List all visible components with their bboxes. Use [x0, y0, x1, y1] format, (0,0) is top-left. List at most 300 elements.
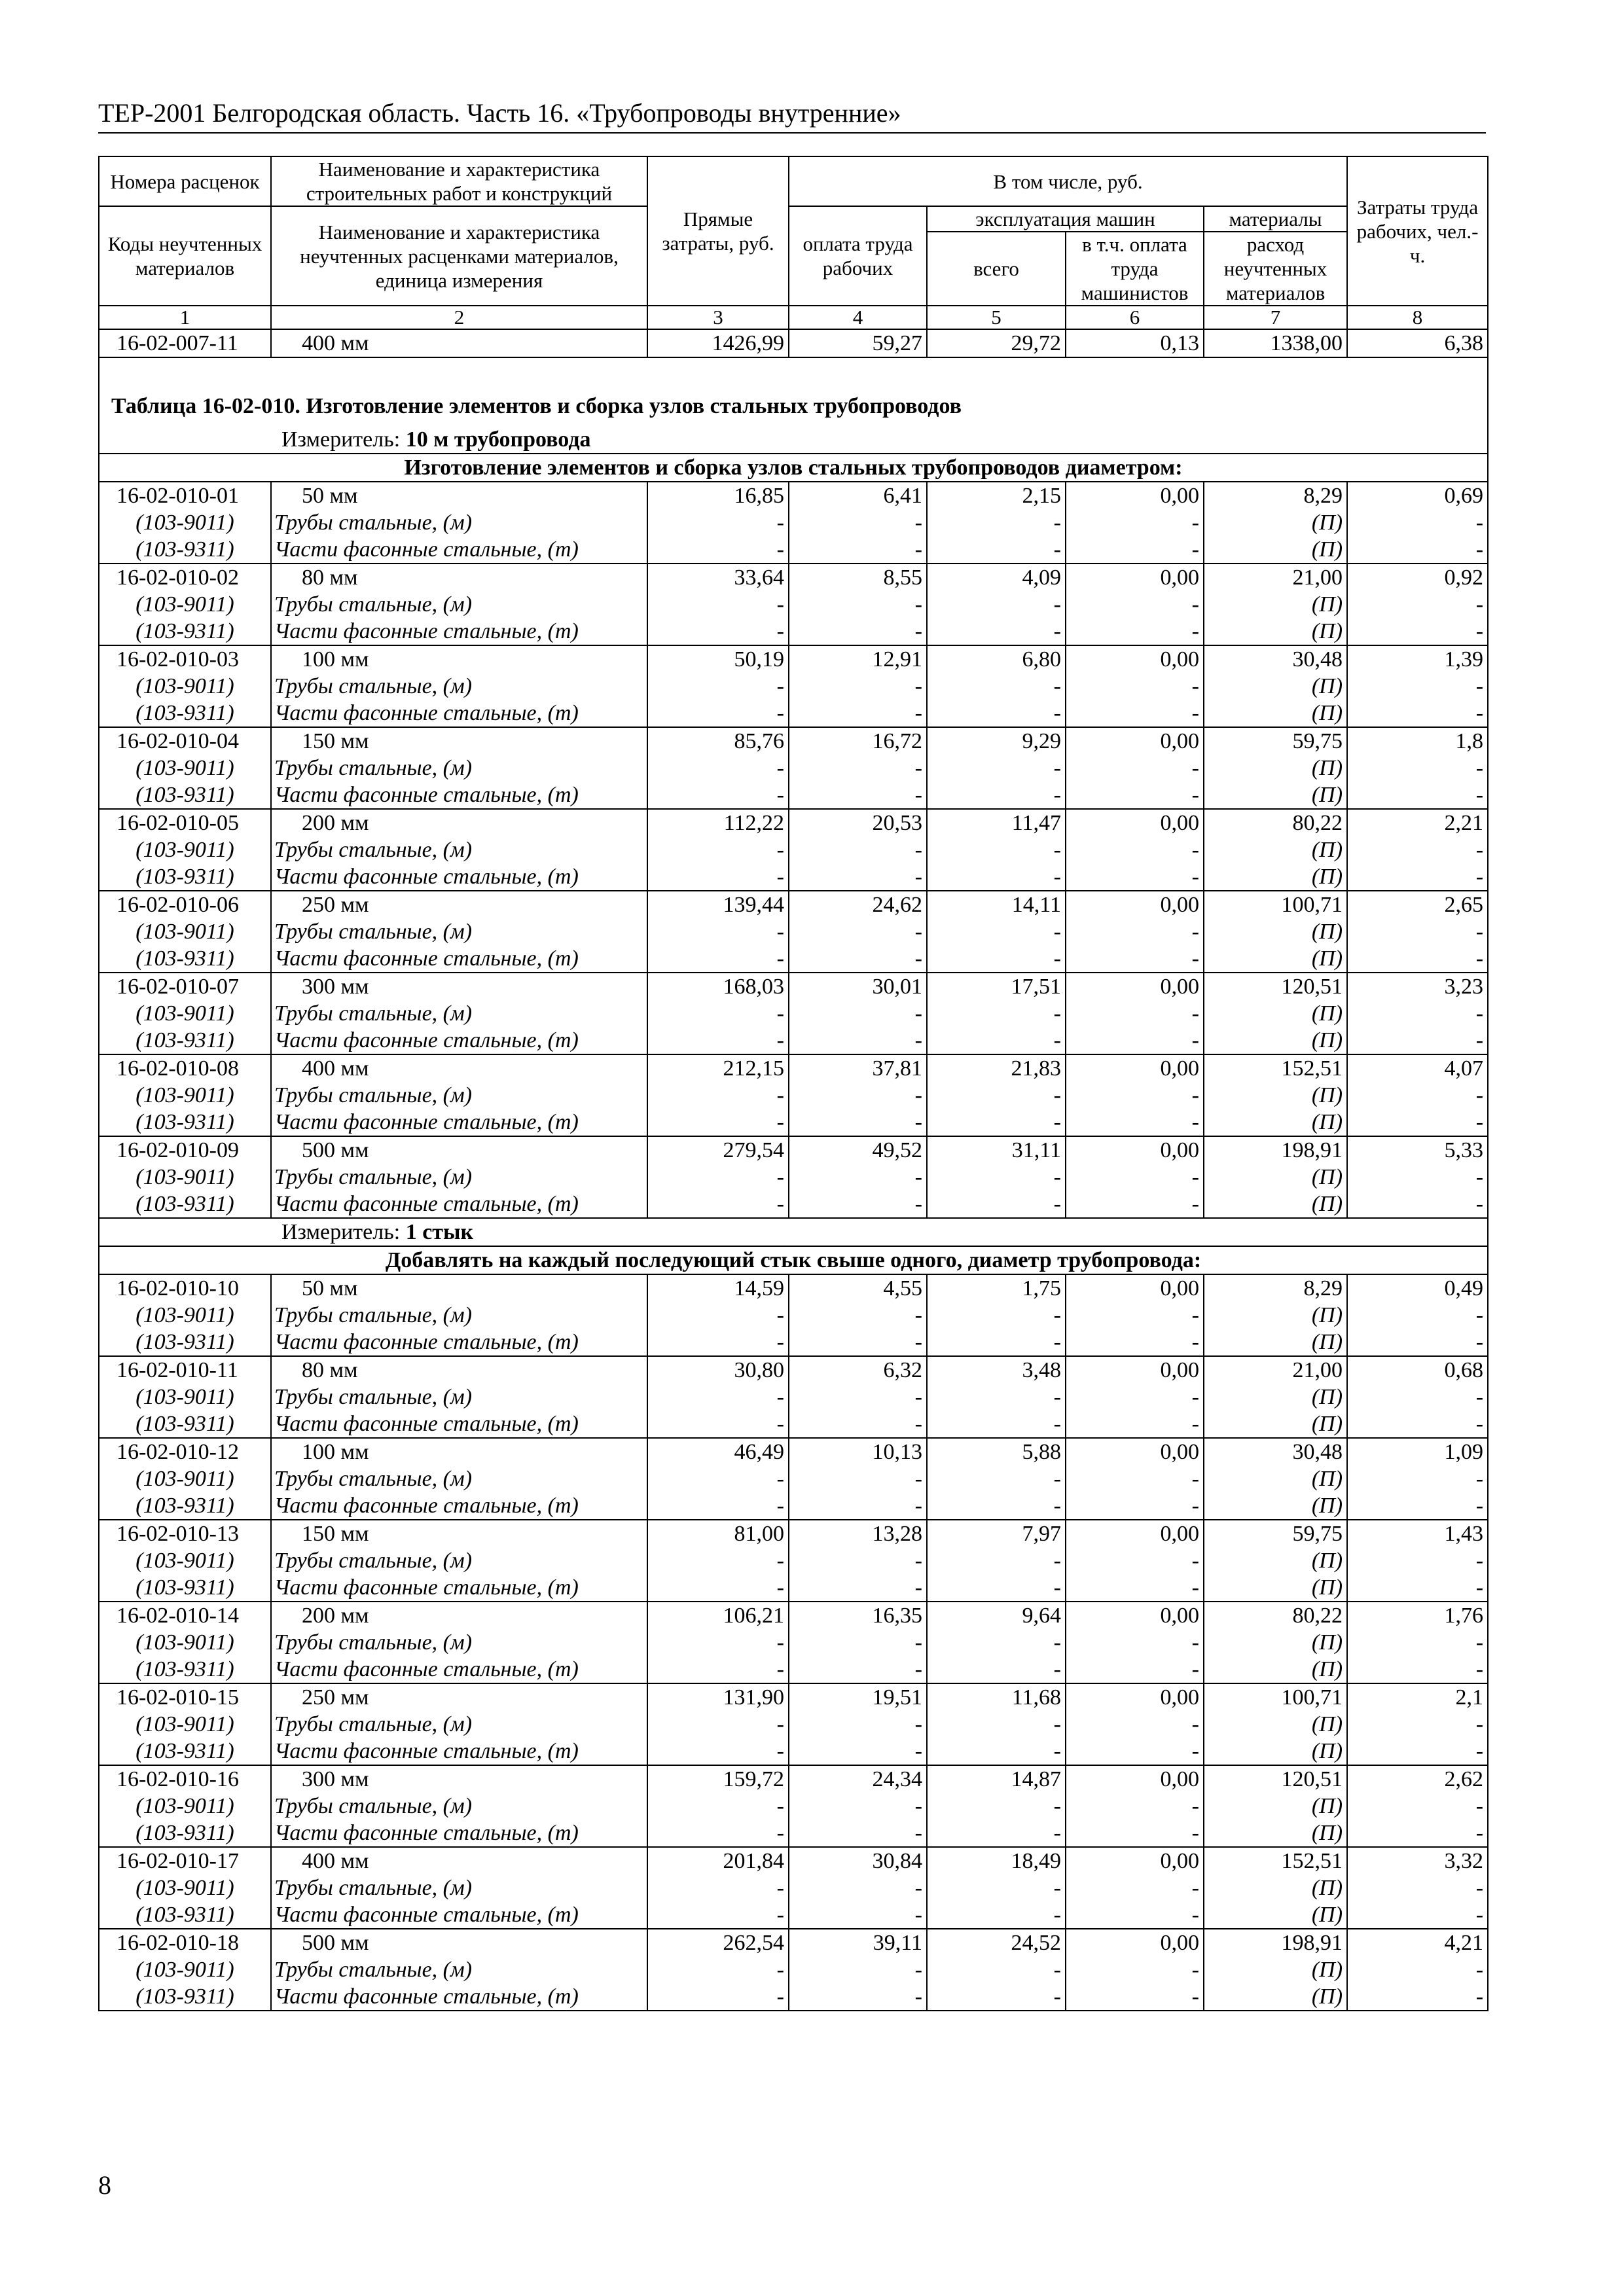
material-mark: (П) — [1204, 1574, 1347, 1602]
empty-value: - — [789, 1956, 927, 1983]
rate-code: 16-02-010-11 — [99, 1356, 271, 1384]
direct-cost: 262,54 — [647, 1929, 789, 1956]
direct-cost: 46,49 — [647, 1438, 789, 1465]
material-name: Трубы стальные, (м) — [271, 1547, 647, 1574]
direct-cost: 159,72 — [647, 1765, 789, 1793]
empty-value: - — [1347, 1820, 1488, 1847]
empty-value: - — [1347, 1874, 1488, 1901]
empty-value: - — [1066, 700, 1204, 727]
material-row — [99, 836, 1488, 863]
empty-value: - — [1347, 1329, 1488, 1356]
material-name: Части фасонные стальные, (т) — [271, 1901, 647, 1929]
machine-cost: 3,48 — [927, 1356, 1066, 1384]
labor-hours: 2,1 — [1347, 1683, 1488, 1711]
empty-value: - — [1347, 863, 1488, 891]
empty-value: - — [1066, 863, 1204, 891]
empty-value: - — [1347, 1465, 1488, 1492]
material-row — [99, 591, 1488, 618]
empty-value: - — [927, 1656, 1066, 1683]
empty-value: - — [789, 618, 927, 645]
col-number: 1 — [99, 306, 271, 329]
labor-hours: 1,39 — [1347, 645, 1488, 673]
machine-cost: 31,11 — [927, 1136, 1066, 1164]
empty-value: - — [1347, 591, 1488, 618]
operator-cost: 0,00 — [1066, 1929, 1204, 1956]
material-name: Трубы стальные, (м) — [271, 509, 647, 536]
material-mark: (П) — [1204, 1874, 1347, 1901]
material-cost: 120,51 — [1204, 1765, 1347, 1793]
empty-value: - — [647, 1738, 789, 1765]
material-row — [99, 1000, 1488, 1027]
direct-cost: 201,84 — [647, 1847, 789, 1874]
material-cost: 21,00 — [1204, 564, 1347, 591]
empty-value: - — [1347, 536, 1488, 564]
table-row — [99, 1438, 1488, 1465]
empty-value: - — [647, 1465, 789, 1492]
rate-code: 16-02-010-01 — [99, 482, 271, 509]
empty-value: - — [1066, 1410, 1204, 1438]
col2-header-top: Наименование и характеристика строительных работ и конструкций — [271, 156, 647, 206]
material-code: (103-9311) — [99, 945, 271, 973]
material-name: Части фасонные стальные, (т) — [271, 1738, 647, 1765]
empty-value: - — [927, 1738, 1066, 1765]
machine-cost: 9,64 — [927, 1602, 1066, 1629]
empty-value: - — [1066, 1901, 1204, 1929]
empty-value: - — [647, 755, 789, 781]
col-number: 6 — [1066, 306, 1204, 329]
machines-header: эксплуатация машин — [927, 206, 1204, 232]
empty-value: - — [1347, 1164, 1488, 1191]
material-mark: (П) — [1204, 1109, 1347, 1136]
col-number: 3 — [647, 306, 789, 329]
material-row — [99, 1410, 1488, 1438]
material-mark: (П) — [1204, 509, 1347, 536]
material-cost: 59,75 — [1204, 727, 1347, 755]
material-name: Части фасонные стальные, (т) — [271, 1492, 647, 1520]
material-name: Части фасонные стальные, (т) — [271, 700, 647, 727]
direct-cost: 131,90 — [647, 1683, 789, 1711]
material-code: (103-9311) — [99, 1191, 271, 1218]
empty-value: - — [1347, 1082, 1488, 1109]
rate-code: 16-02-010-03 — [99, 645, 271, 673]
direct-cost: 30,80 — [647, 1356, 789, 1384]
empty-value: - — [789, 945, 927, 973]
empty-value: - — [1347, 1384, 1488, 1410]
material-row — [99, 1983, 1488, 2011]
material-cost: 120,51 — [1204, 973, 1347, 1000]
rate-name: 300 мм — [271, 973, 647, 1000]
measure-label: Измеритель: — [281, 1220, 401, 1244]
col-number: 2 — [271, 306, 647, 329]
empty-value: - — [1066, 1983, 1204, 2011]
empty-value: - — [1066, 918, 1204, 945]
material-mark: (П) — [1204, 1410, 1347, 1438]
labor-cost: 16,72 — [789, 727, 927, 755]
operator-cost: 0,00 — [1066, 564, 1204, 591]
material-name: Трубы стальные, (м) — [271, 1082, 647, 1109]
rate-name: 400 мм — [271, 1847, 647, 1874]
empty-value: - — [1066, 781, 1204, 809]
rate-name: 200 мм — [271, 1602, 647, 1629]
operator-cost: 0,00 — [1066, 1520, 1204, 1547]
table-row — [99, 1602, 1488, 1629]
empty-value: - — [789, 1191, 927, 1218]
empty-value: - — [1066, 1492, 1204, 1520]
material-name: Части фасонные стальные, (т) — [271, 1027, 647, 1054]
material-code: (103-9011) — [99, 1629, 271, 1656]
material-row — [99, 945, 1488, 973]
empty-value: - — [1347, 1629, 1488, 1656]
col3-header: Прямые затраты, руб. — [647, 156, 789, 306]
table-row — [99, 891, 1488, 918]
empty-value: - — [647, 1164, 789, 1191]
empty-value: - — [647, 1874, 789, 1901]
labor-hours: 4,07 — [1347, 1054, 1488, 1082]
empty-value: - — [647, 536, 789, 564]
included-header: В том числе, руб. — [789, 156, 1347, 206]
table-row — [99, 329, 1488, 357]
material-row — [99, 1027, 1488, 1054]
material-row — [99, 673, 1488, 700]
material-row — [99, 700, 1488, 727]
empty-value: - — [1066, 509, 1204, 536]
material-cost: 100,71 — [1204, 891, 1347, 918]
empty-value: - — [1347, 673, 1488, 700]
table-row — [99, 727, 1488, 755]
operator-cost: 0,00 — [1066, 1847, 1204, 1874]
material-name: Части фасонные стальные, (т) — [271, 536, 647, 564]
empty-value: - — [1066, 1738, 1204, 1765]
material-name: Трубы стальные, (м) — [271, 673, 647, 700]
material-mark: (П) — [1204, 945, 1347, 973]
table-row — [99, 645, 1488, 673]
material-row — [99, 1191, 1488, 1218]
operator-cost: 0,00 — [1066, 1602, 1204, 1629]
direct-cost: 1426,99 — [647, 329, 789, 357]
material-name: Трубы стальные, (м) — [271, 1874, 647, 1901]
rate-name: 80 мм — [271, 564, 647, 591]
material-code: (103-9011) — [99, 918, 271, 945]
empty-value: - — [927, 945, 1066, 973]
empty-value: - — [647, 1000, 789, 1027]
empty-value: - — [1347, 781, 1488, 809]
rate-name: 80 мм — [271, 1356, 647, 1384]
rate-code: 16-02-010-04 — [99, 727, 271, 755]
measure-row — [99, 426, 1488, 454]
machine-cost: 9,29 — [927, 727, 1066, 755]
empty-value: - — [789, 918, 927, 945]
material-row — [99, 1164, 1488, 1191]
empty-value: - — [1347, 1191, 1488, 1218]
material-code: (103-9011) — [99, 1082, 271, 1109]
empty-value: - — [789, 1874, 927, 1901]
material-cost: 30,48 — [1204, 645, 1347, 673]
empty-value: - — [647, 1901, 789, 1929]
material-mark: (П) — [1204, 1793, 1347, 1820]
material-row — [99, 1901, 1488, 1929]
col2-header-bottom: Наименование и характеристика неучтенных расценками материалов, единица измерения — [271, 206, 647, 306]
material-mark: (П) — [1204, 1820, 1347, 1847]
table-row — [99, 809, 1488, 836]
material-code: (103-9011) — [99, 1000, 271, 1027]
material-mark: (П) — [1204, 1492, 1347, 1520]
material-name: Трубы стальные, (м) — [271, 591, 647, 618]
empty-value: - — [927, 1329, 1066, 1356]
direct-cost: 112,22 — [647, 809, 789, 836]
measure-row — [99, 1218, 1488, 1246]
material-mark: (П) — [1204, 836, 1347, 863]
material-row — [99, 918, 1488, 945]
material-cost: 1338,00 — [1204, 329, 1347, 357]
material-code: (103-9011) — [99, 1547, 271, 1574]
empty-value: - — [1066, 1191, 1204, 1218]
empty-value: - — [927, 1793, 1066, 1820]
material-row — [99, 1656, 1488, 1683]
empty-value: - — [1066, 1793, 1204, 1820]
rate-code: 16-02-010-10 — [99, 1274, 271, 1302]
col4-header: оплата труда рабочих — [789, 206, 927, 306]
empty-value: - — [927, 536, 1066, 564]
material-cost: 198,91 — [1204, 1929, 1347, 1956]
material-code: (103-9311) — [99, 700, 271, 727]
empty-value: - — [927, 1465, 1066, 1492]
labor-cost: 24,34 — [789, 1765, 927, 1793]
material-code: (103-9011) — [99, 509, 271, 536]
material-row — [99, 1547, 1488, 1574]
direct-cost: 16,85 — [647, 482, 789, 509]
empty-value: - — [647, 918, 789, 945]
material-code: (103-9011) — [99, 1164, 271, 1191]
empty-value: - — [1347, 918, 1488, 945]
material-mark: (П) — [1204, 1302, 1347, 1329]
material-row — [99, 781, 1488, 809]
empty-value: - — [927, 1191, 1066, 1218]
material-mark: (П) — [1204, 1000, 1347, 1027]
labor-cost: 37,81 — [789, 1054, 927, 1082]
rate-name: 150 мм — [271, 1520, 647, 1547]
material-row — [99, 1738, 1488, 1765]
col6-header: в т.ч. оплата труда машинистов — [1066, 232, 1204, 306]
empty-value: - — [1347, 1711, 1488, 1738]
labor-cost: 30,01 — [789, 973, 927, 1000]
table-row — [99, 1929, 1488, 1956]
empty-value: - — [789, 863, 927, 891]
empty-value: - — [1347, 836, 1488, 863]
material-name: Трубы стальные, (м) — [271, 1956, 647, 1983]
machine-cost: 4,09 — [927, 564, 1066, 591]
empty-value: - — [1347, 1000, 1488, 1027]
empty-value: - — [1347, 1027, 1488, 1054]
empty-value: - — [647, 1711, 789, 1738]
operator-cost: 0,00 — [1066, 1054, 1204, 1082]
empty-value: - — [647, 1492, 789, 1520]
material-mark: (П) — [1204, 1164, 1347, 1191]
empty-value: - — [927, 836, 1066, 863]
empty-value: - — [789, 1302, 927, 1329]
material-code: (103-9011) — [99, 1874, 271, 1901]
col1-header-bottom: Коды неучтенных материалов — [99, 206, 271, 306]
labor-hours: 0,68 — [1347, 1356, 1488, 1384]
empty-value: - — [1347, 1901, 1488, 1929]
table-row — [99, 1847, 1488, 1874]
labor-hours: 2,65 — [1347, 891, 1488, 918]
material-code: (103-9311) — [99, 1027, 271, 1054]
empty-value: - — [927, 1629, 1066, 1656]
material-cost: 80,22 — [1204, 809, 1347, 836]
material-name: Части фасонные стальные, (т) — [271, 863, 647, 891]
col-number: 4 — [789, 306, 927, 329]
empty-value: - — [927, 1384, 1066, 1410]
empty-value: - — [789, 1000, 927, 1027]
rate-code: 16-02-010-12 — [99, 1438, 271, 1465]
empty-value: - — [1066, 1711, 1204, 1738]
empty-value: - — [1347, 1983, 1488, 2011]
material-code: (103-9011) — [99, 591, 271, 618]
material-name: Части фасонные стальные, (т) — [271, 1656, 647, 1683]
empty-value: - — [1066, 536, 1204, 564]
direct-cost: 139,44 — [647, 891, 789, 918]
rate-name: 500 мм — [271, 1136, 647, 1164]
table-title: Таблица 16-02-010. Изготовление элементов и сборка узлов стальных трубопроводов — [99, 357, 1488, 426]
labor-cost: 6,32 — [789, 1356, 927, 1384]
empty-value: - — [647, 1983, 789, 2011]
material-code: (103-9311) — [99, 1656, 271, 1683]
empty-value: - — [927, 1874, 1066, 1901]
empty-value: - — [1066, 1109, 1204, 1136]
table-row — [99, 1054, 1488, 1082]
material-row — [99, 1329, 1488, 1356]
material-name: Части фасонные стальные, (т) — [271, 781, 647, 809]
material-cost: 59,75 — [1204, 1520, 1347, 1547]
labor-cost: 16,35 — [789, 1602, 927, 1629]
material-code: (103-9311) — [99, 1329, 271, 1356]
empty-value: - — [789, 1329, 927, 1356]
rate-name: 150 мм — [271, 727, 647, 755]
empty-value: - — [789, 1711, 927, 1738]
empty-value: - — [927, 1820, 1066, 1847]
empty-value: - — [647, 1109, 789, 1136]
material-mark: (П) — [1204, 755, 1347, 781]
empty-value: - — [1066, 1574, 1204, 1602]
empty-value: - — [927, 1109, 1066, 1136]
empty-value: - — [789, 836, 927, 863]
machine-cost: 11,47 — [927, 809, 1066, 836]
rate-name: 200 мм — [271, 809, 647, 836]
material-name: Части фасонные стальные, (т) — [271, 1574, 647, 1602]
material-code: (103-9311) — [99, 1983, 271, 2011]
material-row — [99, 1302, 1488, 1329]
empty-value: - — [1066, 1874, 1204, 1901]
material-name: Трубы стальные, (м) — [271, 836, 647, 863]
empty-value: - — [789, 700, 927, 727]
material-cost: 152,51 — [1204, 1054, 1347, 1082]
material-row — [99, 509, 1488, 536]
empty-value: - — [1066, 1465, 1204, 1492]
direct-cost: 81,00 — [647, 1520, 789, 1547]
col-number: 7 — [1204, 306, 1347, 329]
empty-value: - — [789, 1109, 927, 1136]
material-name: Трубы стальные, (м) — [271, 1384, 647, 1410]
machine-cost: 29,72 — [927, 329, 1066, 357]
material-code: (103-9011) — [99, 1465, 271, 1492]
material-cost: 100,71 — [1204, 1683, 1347, 1711]
labor-hours: 0,49 — [1347, 1274, 1488, 1302]
table-row — [99, 1765, 1488, 1793]
rate-code: 16-02-010-16 — [99, 1765, 271, 1793]
material-row — [99, 618, 1488, 645]
operator-cost: 0,13 — [1066, 329, 1204, 357]
operator-cost: 0,00 — [1066, 891, 1204, 918]
labor-hours: 1,8 — [1347, 727, 1488, 755]
material-mark: (П) — [1204, 1082, 1347, 1109]
empty-value: - — [927, 1574, 1066, 1602]
empty-value: - — [1347, 1547, 1488, 1574]
labor-cost: 20,53 — [789, 809, 927, 836]
labor-hours: 0,92 — [1347, 564, 1488, 591]
machine-cost: 1,75 — [927, 1274, 1066, 1302]
material-code: (103-9011) — [99, 1956, 271, 1983]
rate-code: 16-02-010-13 — [99, 1520, 271, 1547]
empty-value: - — [927, 618, 1066, 645]
direct-cost: 212,15 — [647, 1054, 789, 1082]
labor-cost: 13,28 — [789, 1520, 927, 1547]
material-code: (103-9311) — [99, 536, 271, 564]
empty-value: - — [927, 1027, 1066, 1054]
empty-value: - — [1066, 1000, 1204, 1027]
section-subtitle: Добавлять на каждый последующий стык свыше одного, диаметр трубопровода: — [99, 1246, 1488, 1274]
rate-name: 50 мм — [271, 482, 647, 509]
empty-value: - — [1066, 836, 1204, 863]
empty-value: - — [927, 1082, 1066, 1109]
material-row — [99, 755, 1488, 781]
empty-value: - — [789, 1164, 927, 1191]
labor-cost: 59,27 — [789, 329, 927, 357]
machine-cost: 14,11 — [927, 891, 1066, 918]
labor-hours: 4,21 — [1347, 1929, 1488, 1956]
direct-cost: 33,64 — [647, 564, 789, 591]
rate-name: 250 мм — [271, 1683, 647, 1711]
empty-value: - — [1066, 618, 1204, 645]
material-code: (103-9311) — [99, 1109, 271, 1136]
labor-cost: 19,51 — [789, 1683, 927, 1711]
empty-value: - — [1347, 1956, 1488, 1983]
empty-value: - — [647, 1629, 789, 1656]
material-mark: (П) — [1204, 1329, 1347, 1356]
operator-cost: 0,00 — [1066, 645, 1204, 673]
labor-hours: 2,62 — [1347, 1765, 1488, 1793]
labor-hours: 3,32 — [1347, 1847, 1488, 1874]
material-row — [99, 1384, 1488, 1410]
labor-cost: 4,55 — [789, 1274, 927, 1302]
empty-value: - — [1066, 673, 1204, 700]
table-row — [99, 1683, 1488, 1711]
material-code: (103-9311) — [99, 863, 271, 891]
empty-value: - — [647, 1384, 789, 1410]
empty-value: - — [927, 1164, 1066, 1191]
material-name: Части фасонные стальные, (т) — [271, 1329, 647, 1356]
labor-hours: 6,38 — [1347, 329, 1488, 357]
machine-cost: 6,80 — [927, 645, 1066, 673]
material-mark: (П) — [1204, 1711, 1347, 1738]
material-mark: (П) — [1204, 1629, 1347, 1656]
labor-hours: 5,33 — [1347, 1136, 1488, 1164]
empty-value: - — [647, 618, 789, 645]
empty-value: - — [927, 1956, 1066, 1983]
empty-value: - — [927, 918, 1066, 945]
empty-value: - — [789, 1793, 927, 1820]
empty-value: - — [1066, 1629, 1204, 1656]
rate-code: 16-02-010-15 — [99, 1683, 271, 1711]
